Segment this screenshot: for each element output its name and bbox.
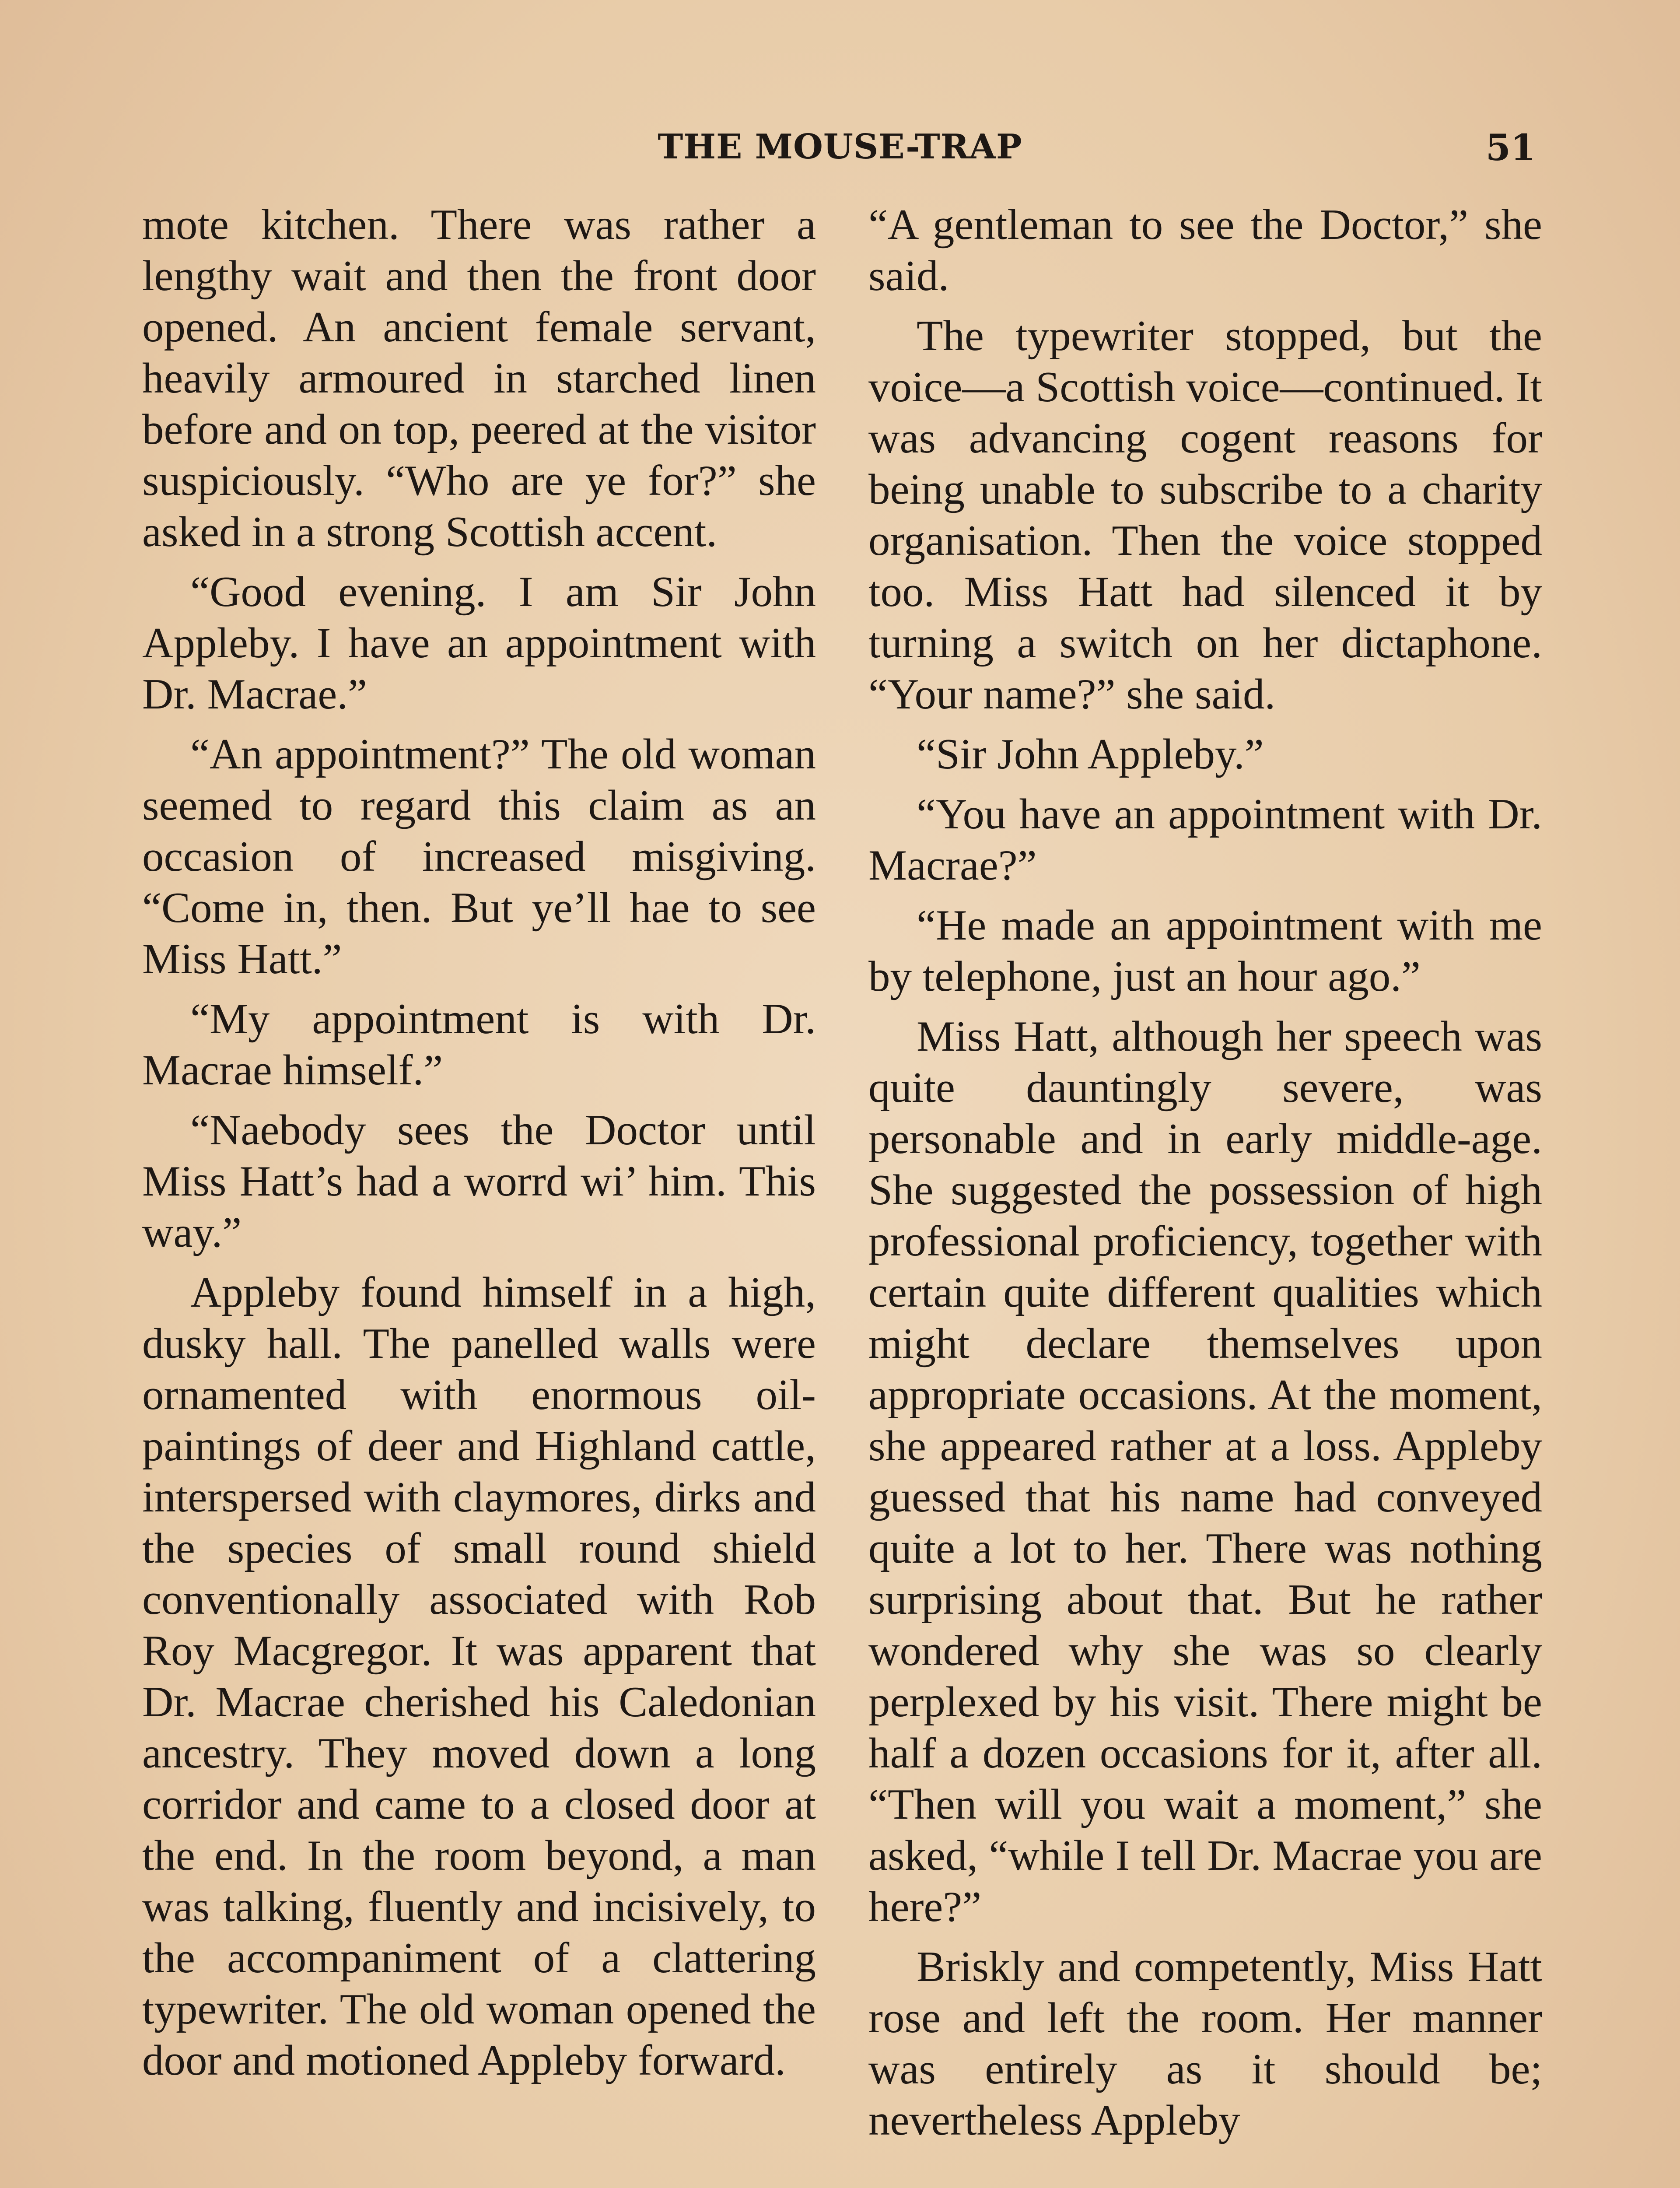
page-number: 51: [1485, 127, 1536, 169]
paragraph: Appleby found himself in a high, dusky hall. The panelled walls were ornamented with enormous oil-paintings of deer and Highland cattle, interspersed with claymores, dirks and the species of small round shield conventionally associated with Rob Roy Macgregor. It was apparent that Dr. Macrae cherished his Caledonian ancestry. They moved down a long corridor and came to a closed door at the end. In the room beyond, a man was talking, fluently and incisively, to the accompaniment of a clattering typewriter. The old woman opened the door and motioned Appleby forward.: [142, 1269, 816, 2084]
paragraph: Miss Hatt, although her speech was quite dauntingly severe, was personable and in early middle-age. She suggested the possession of high professional proficiency, together with certain quite different qualities which might declare themselves upon appropriate occasions. At the moment, she appeared rather at a loss. Appleby guessed that his name had conveyed quite a lot to her. There was nothing surprising about that. But he rather wondered why she was so clearly perplexed by his visit. There might be half a dozen occasions for it, after all. “Then will you wait a moment,” she asked, “while I tell Dr. Macrae you are here?”: [868, 1013, 1542, 1931]
page-header: [144, 127, 1536, 184]
paragraph: “A gentleman to see the Doctor,” she said.: [868, 201, 1542, 300]
paragraph: “Naebody sees the Doctor until Miss Hatt’s had a worrd wi’ him. This way.”: [142, 1106, 816, 1256]
text-columns: [142, 199, 1540, 2188]
paragraph: “An appointment?” The old woman seemed to regard this claim as an occasion of increased misgiving. “Come in, then. But ye’ll hae to see Miss Hatt.”: [142, 730, 816, 983]
paragraph: “You have an appointment with Dr. Macrae?”: [868, 790, 1542, 889]
paragraph: “Good evening. I am Sir John Appleby. I have an appointment with Dr. Macrae.”: [142, 568, 816, 718]
running-title: THE MOUSE-TRAP: [658, 127, 1022, 167]
right-column: [868, 199, 1542, 2188]
left-column: [142, 199, 816, 2188]
paragraph: “My appointment is with Dr. Macrae himself.”: [142, 995, 816, 1094]
paragraph: mote kitchen. There was rather a lengthy wait and then the front door opened. An ancient female servant, heavily armoured in starched linen before and on top, peered at the visitor suspiciously. “Who are ye for?” she asked in a strong Scottish accent.: [142, 201, 816, 556]
paragraph: “Sir John Appleby.”: [917, 730, 1264, 778]
paragraph: The typewriter stopped, but the voice—a Scottish voice—continued. It was advancing cogent reasons for being unable to subscribe to a charity organisation. Then the voice stopped too. Miss Hatt had silenced it by turning a switch on her dictaphone. “Your name?” she said.: [868, 312, 1542, 718]
paragraph: Briskly and competently, Miss Hatt rose and left the room. Her manner was entirely as it should be; nevertheless Appleby: [868, 1943, 1542, 2144]
paragraph: “He made an appointment with me by telephone, just an hour ago.”: [868, 901, 1542, 1000]
